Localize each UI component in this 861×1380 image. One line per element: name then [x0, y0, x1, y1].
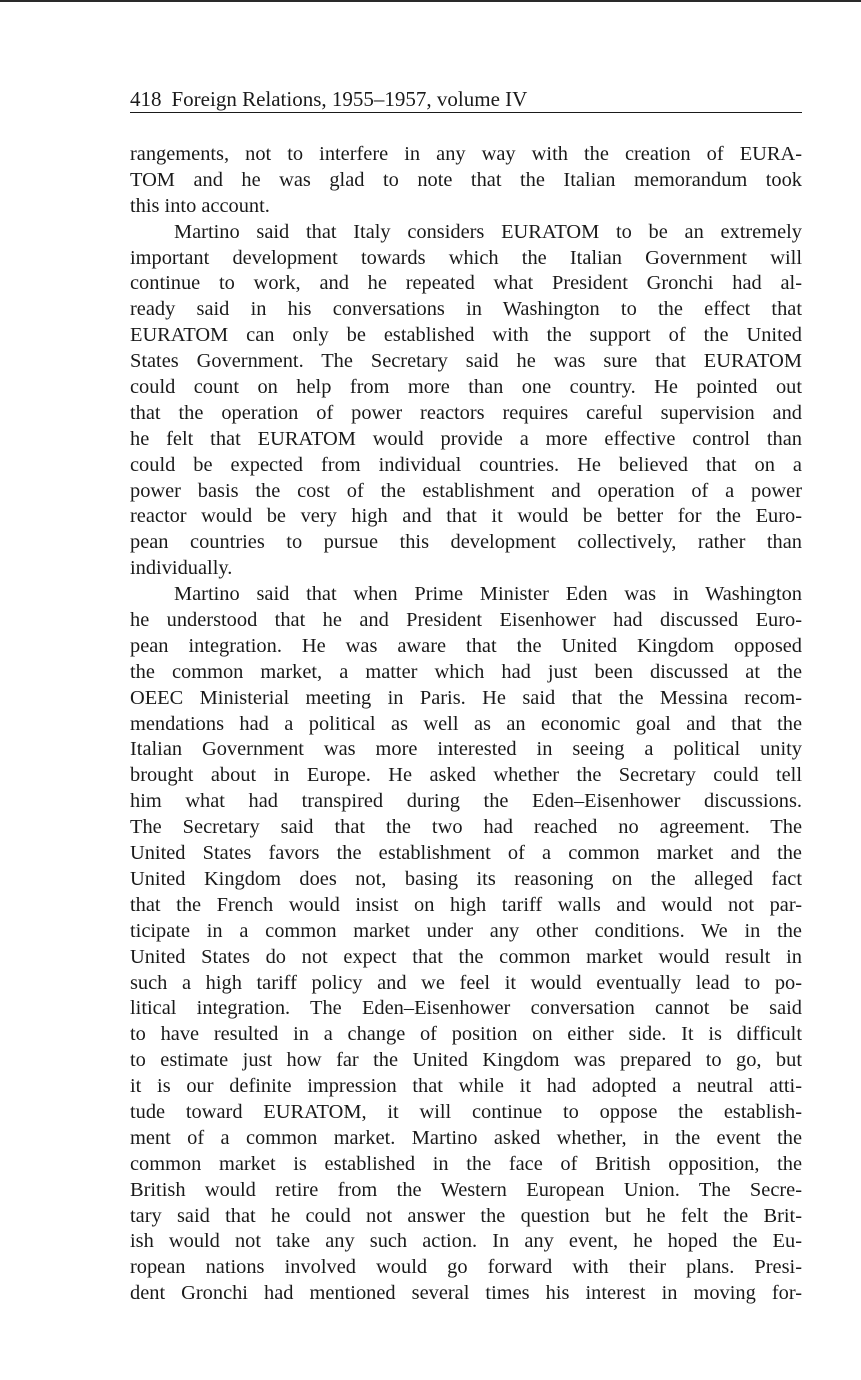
text-line: British would retire from the Western European Union. The Secre-	[130, 1178, 802, 1201]
text-line: OEEC Ministerial meeting in Paris. He said that the Messina recom-	[130, 686, 802, 709]
text-line: tude toward EURATOM, it will continue to oppose the establish-	[130, 1100, 802, 1123]
body-text	[130, 142, 802, 1307]
text-line: dent Gronchi had mentioned several times his interest in moving for-	[130, 1282, 802, 1305]
text-line: EURATOM can only be established with the support of the United	[130, 324, 802, 347]
page-number: 418	[130, 87, 162, 111]
text-line: ish would not take any such action. In any event, he hoped the Eu-	[130, 1230, 802, 1253]
text-line: to estimate just how far the United Kingdom was prepared to go, but	[130, 1049, 802, 1072]
text-line: this into account.	[130, 194, 270, 217]
text-line: pean countries to pursue this development collectively, rather than	[130, 531, 802, 554]
text-line: individually.	[130, 557, 233, 580]
text-line: it is our definite impression that while it had adopted a neutral atti-	[130, 1075, 802, 1098]
text-line: TOM and he was glad to note that the Italian memorandum took	[130, 168, 802, 191]
text-line: United Kingdom does not, basing its reasoning on the alleged fact	[130, 867, 802, 890]
text-line: Martino said that when Prime Minister Eden was in Washington	[174, 583, 802, 606]
text-line: Italian Government was more interested in seeing a political unity	[130, 738, 802, 761]
top-border-rule	[0, 0, 861, 2]
text-line: ropean nations involved would go forward with their plans. Presi-	[130, 1256, 802, 1279]
text-line: important development towards which the Italian Government will	[130, 246, 802, 269]
text-line: United States favors the establishment of a common market and the	[130, 842, 802, 865]
text-line: such a high tariff policy and we feel it would eventually lead to po-	[130, 971, 802, 994]
text-line: reactor would be very high and that it would be better for the Euro-	[130, 505, 802, 528]
text-line: tary said that he could not answer the question but he felt the Brit-	[130, 1204, 802, 1227]
text-line: United States do not expect that the common market would result in	[130, 945, 802, 968]
text-line: continue to work, and he repeated what President Gronchi had al-	[130, 272, 802, 295]
text-line: that the French would insist on high tariff walls and would not par-	[130, 893, 802, 916]
text-line: he felt that EURATOM would provide a more effective control than	[130, 427, 802, 450]
text-line: ticipate in a common market under any other conditions. We in the	[130, 919, 802, 942]
text-line: power basis the cost of the establishment and operation of a power	[130, 479, 802, 502]
text-line: he understood that he and President Eisenhower had discussed Euro-	[130, 609, 802, 632]
text-line: The Secretary said that the two had reached no agreement. The	[130, 816, 802, 839]
text-line: Martino said that Italy considers EURATOM to be an extremely	[174, 220, 802, 243]
text-line: that the operation of power reactors requires careful supervision and	[130, 401, 802, 424]
text-line: rangements, not to interfere in any way with the creation of EURA-	[130, 143, 802, 165]
text-line: to have resulted in a change of position on either side. It is difficult	[130, 1023, 802, 1046]
text-line: mendations had a political as well as an economic goal and that the	[130, 712, 802, 735]
running-head	[130, 86, 802, 113]
text-line: pean integration. He was aware that the United Kingdom opposed	[130, 634, 802, 657]
text-line: brought about in Europe. He asked whether the Secretary could tell	[130, 764, 802, 787]
text-line: litical integration. The Eden–Eisenhower conversation cannot be said	[130, 997, 802, 1020]
text-line: could count on help from more than one country. He pointed out	[130, 376, 802, 399]
text-line: could be expected from individual countries. He believed that on a	[130, 453, 802, 476]
text-line: him what had transpired during the Eden–Eisenhower discussions.	[130, 790, 802, 813]
text-line: the common market, a matter which had just been discussed at the	[130, 660, 802, 683]
text-line: States Government. The Secretary said he was sure that EURATOM	[130, 350, 802, 373]
text-line: ready said in his conversations in Washington to the effect that	[130, 298, 802, 321]
text-line: ment of a common market. Martino asked whether, in the event the	[130, 1126, 802, 1149]
volume-title: Foreign Relations, 1955–1957, volume IV	[171, 87, 528, 111]
text-line: common market is established in the face of British opposition, the	[130, 1152, 802, 1175]
